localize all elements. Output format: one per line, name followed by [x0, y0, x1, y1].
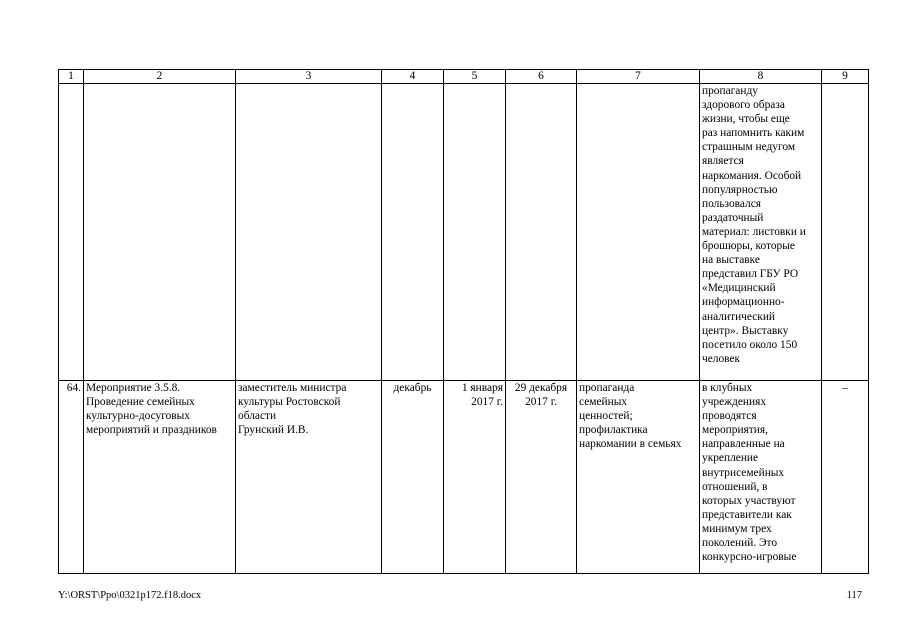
responsible-cell: заместитель министра культуры Ростовской области Грунский И.В. [236, 381, 382, 574]
event-cell: Мероприятие 3.5.8. Проведение семейных культурно-досуговых мероприятий и праздников [84, 381, 236, 574]
table-row-continued [59, 84, 869, 381]
events-table [58, 69, 869, 574]
table-cell [382, 84, 444, 381]
table-cell [84, 84, 236, 381]
table-row-64 [59, 381, 869, 574]
description-cell: в клубных учреждениях проводятся мероприятия, направленные на укрепление внутрисемейных отношений, в которых участвуют представители как минимум трех поколений. Это конкурсно-игровые [700, 381, 822, 574]
table-cell [59, 84, 84, 381]
page-number: 117 [846, 590, 862, 601]
column-number: 8 [700, 70, 822, 84]
table-cell [236, 84, 382, 381]
table-cell [506, 84, 577, 381]
result-cell: пропаганда семейных ценностей; профилактика наркомании в семьях [577, 381, 700, 574]
period-cell: декабрь [382, 381, 444, 574]
column-number: 3 [236, 70, 382, 84]
table-cell [577, 84, 700, 381]
start-date-cell: 1 января 2017 г. [444, 381, 506, 574]
footer-file-path: Y:\ORST\Ppo\0321p172.f18.docx [58, 590, 202, 601]
column-number-row [59, 70, 869, 84]
column-number: 7 [577, 70, 700, 84]
column-number: 2 [84, 70, 236, 84]
description-cell: пропаганду здорового образа жизни, чтобы еще раз напомнить каким страшным недугом является наркомания. Особой популярностью пользовался раздаточный материал: листовки и брошюры, которые на выставке представил ГБУ РО «Медицинский информационно- аналитический центр». Выставку посетило около 150 человек [700, 84, 822, 381]
table-cell [822, 84, 869, 381]
note-cell: – [822, 381, 869, 574]
column-number: 9 [822, 70, 869, 84]
row-number-cell: 64. [59, 381, 84, 574]
column-number: 5 [444, 70, 506, 84]
end-date-cell: 29 декабря 2017 г. [506, 381, 577, 574]
column-number: 4 [382, 70, 444, 84]
column-number: 1 [59, 70, 84, 84]
column-number: 6 [506, 70, 577, 84]
table-cell [444, 84, 506, 381]
